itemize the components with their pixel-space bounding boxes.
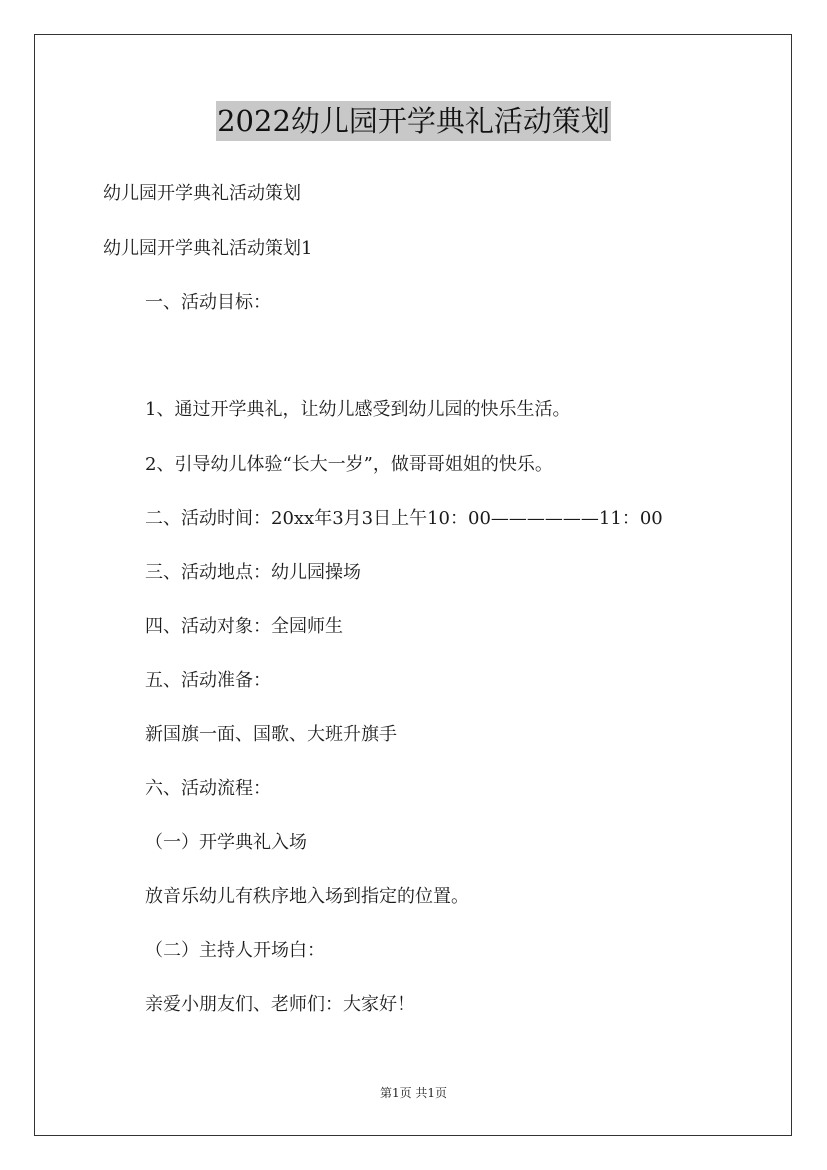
paragraph: 幼儿园开学典礼活动策划1 (103, 238, 313, 259)
section-heading: 三、活动地点：幼儿园操场 (145, 562, 361, 583)
page-number-footer: 第1页 共1页 (379, 1086, 448, 1100)
subsection-heading: （一）开学典礼入场 (145, 832, 307, 853)
section-heading: 四、活动对象：全园师生 (145, 616, 343, 637)
paragraph: 亲爱小朋友们、老师们：大家好！ (145, 994, 415, 1015)
section-heading: 二、活动时间：20xx年3月3日上午10：00——————11：00 (145, 508, 663, 529)
section-heading: 六、活动流程： (145, 778, 271, 799)
section-heading: 一、活动目标： (145, 292, 271, 313)
paragraph: 放音乐幼儿有秩序地入场到指定的位置。 (145, 886, 469, 907)
subsection-heading: （二）主持人开场白： (145, 940, 325, 961)
paragraph: 2、引导幼儿体验“长大一岁”，做哥哥姐姐的快乐。 (145, 454, 553, 475)
section-heading: 五、活动准备： (145, 670, 271, 691)
document-title: 2022幼儿园开学典礼活动策划 (216, 101, 611, 141)
paragraph: 1、通过开学典礼，让幼儿感受到幼儿园的快乐生活。 (145, 399, 571, 420)
title-container (0, 101, 827, 141)
paragraph: 新国旗一面、国歌、大班升旗手 (145, 724, 397, 745)
paragraph: 幼儿园开学典礼活动策划 (103, 183, 301, 204)
